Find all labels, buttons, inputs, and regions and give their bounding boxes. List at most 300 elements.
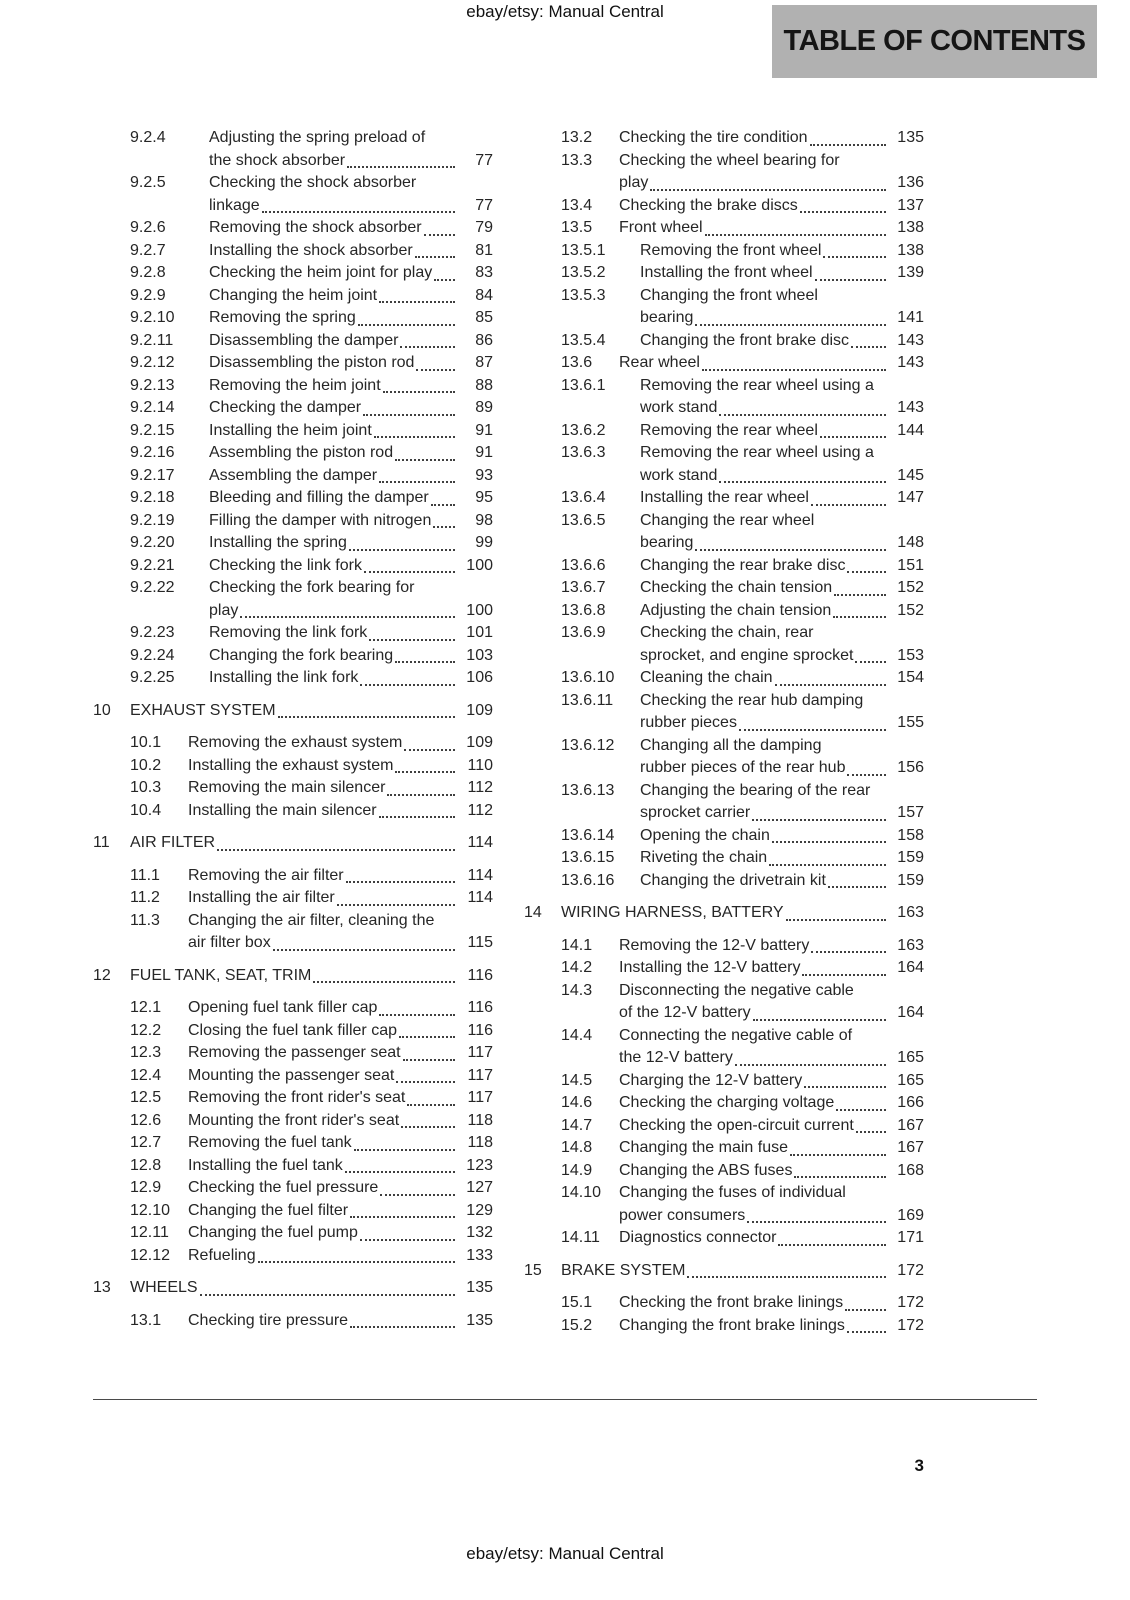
toc-entry-body [209, 352, 493, 375]
dot-leader [377, 800, 460, 823]
dot-leader [788, 1137, 891, 1160]
toc-entry-last-line [640, 487, 924, 510]
toc-entry-page: 117 [467, 1066, 493, 1084]
toc-entry-page: 77 [475, 151, 493, 169]
toc-entry [93, 555, 493, 578]
toc-entry-number: 13.5.3 [561, 286, 606, 304]
dot-leader [821, 240, 891, 263]
toc-entry-last-line [188, 777, 493, 800]
toc-entry [93, 1020, 493, 1043]
toc-entry-last-line [209, 667, 493, 690]
header-site-label: ebay/etsy: Manual Central [466, 2, 664, 21]
toc-entry-page: 167 [897, 1139, 924, 1156]
toc-entry-page: 135 [897, 129, 924, 146]
toc-entry-title-line: Checking the wheel bearing for [619, 151, 840, 169]
toc-entry-title: BRAKE SYSTEM [561, 1261, 686, 1279]
toc-entry-title: Front wheel [619, 219, 703, 236]
toc-entry-last-line [188, 1155, 493, 1178]
toc-entry-page: 117 [467, 1044, 493, 1061]
toc-entry-number: 11.1 [130, 866, 160, 884]
toc-entry-last-line [209, 307, 493, 330]
toc-entry-body [561, 902, 924, 925]
toc-entry-title: Removing the front wheel [640, 241, 822, 259]
toc-entry-title: Changing the front brake disc [640, 331, 850, 349]
toc-banner [772, 5, 1097, 78]
toc-entry-last-line [209, 600, 493, 623]
toc-entry-page: 172 [897, 1294, 924, 1311]
toc-entry [524, 127, 924, 150]
toc-entry [93, 1310, 493, 1333]
toc-entry-title: Removing the front rider's seat [188, 1089, 406, 1106]
toc-entry-body [188, 777, 493, 800]
toc-entry-number: 13.6.7 [561, 579, 606, 596]
toc-entry [93, 1222, 493, 1245]
toc-entry-body [209, 330, 493, 353]
toc-entry-number: 13.6 [561, 354, 593, 371]
toc-entry-title: play [619, 174, 649, 191]
toc-entry-number: 14.7 [561, 1116, 593, 1134]
toc-column-right [524, 127, 924, 1337]
toc-entry-number: 9.2.10 [130, 309, 175, 326]
toc-entry-last-line [209, 532, 493, 555]
toc-entry-body [619, 1025, 924, 1070]
toc-entry-body [640, 555, 924, 578]
toc-entry-last-line [619, 957, 924, 980]
toc-entry-page: 139 [897, 264, 924, 281]
toc-entry-body [640, 442, 924, 487]
toc-entry-number: 13.6.4 [561, 489, 606, 506]
toc-entry-title-line: Connecting the negative cable of [619, 1026, 853, 1044]
toc-entry [93, 307, 493, 330]
toc-entry-page: 109 [466, 734, 493, 751]
dot-leader [271, 932, 460, 955]
toc-entry-title: Checking the charging voltage [619, 1094, 835, 1111]
toc-entry-number: 12.12 [130, 1246, 171, 1264]
toc-entry-page: 168 [897, 1161, 924, 1179]
toc-entry [93, 832, 493, 855]
dot-leader [767, 847, 891, 870]
toc-entry-page: 138 [897, 219, 924, 236]
toc-entry [524, 1160, 924, 1183]
toc-entry-body [209, 127, 493, 172]
toc-entry-body [640, 330, 924, 353]
toc-entry-page: 143 [897, 354, 924, 371]
toc-entry-body [619, 935, 924, 958]
dot-leader [832, 577, 891, 600]
dot-leader [685, 1260, 891, 1283]
toc-entry-title: Bleeding and filling the damper [209, 489, 429, 506]
toc-entry-number: 12.9 [130, 1179, 162, 1196]
toc-entry-body [619, 1137, 924, 1160]
dot-leader [381, 375, 460, 398]
toc-entry-page: 143 [897, 399, 924, 416]
toc-entry-page: 136 [897, 174, 924, 191]
toc-entry-page: 98 [475, 511, 493, 529]
toc-entry-page: 158 [897, 826, 924, 844]
toc-entry [93, 1065, 493, 1088]
toc-entry-number: 13.5.1 [561, 241, 606, 259]
dot-leader [831, 600, 891, 623]
toc-entry-page: 166 [897, 1094, 924, 1111]
toc-entry-page: 112 [467, 801, 493, 819]
toc-entry-last-line [640, 757, 924, 780]
toc-entry-title: Checking the tire condition [619, 129, 808, 146]
toc-entry-number: 14.11 [561, 1229, 600, 1246]
toc-entry-title-line: Removing the rear wheel using a [640, 444, 874, 461]
toc-entry-number: 12.10 [130, 1201, 171, 1219]
toc-entry-title: Installing the link fork [209, 669, 359, 686]
toc-entry-body [209, 465, 493, 488]
toc-entry-last-line [130, 1277, 493, 1300]
dot-leader [750, 802, 891, 825]
toc-entry-page: 114 [467, 866, 493, 884]
toc-entry-body [619, 980, 924, 1025]
toc-entry-body [188, 997, 493, 1020]
toc-entry-page: 137 [897, 196, 924, 214]
toc-entry-number: 12.7 [130, 1134, 162, 1151]
toc-entry-last-line [188, 755, 493, 778]
toc-entry [93, 865, 493, 888]
toc-entry-title: Refueling [188, 1246, 256, 1264]
toc-entry-title: Installing the 12-V battery [619, 959, 801, 976]
toc-entry-number: 14.5 [561, 1071, 593, 1089]
dot-leader [802, 1070, 891, 1093]
toc-entry-title-line: Checking the fork bearing for [209, 579, 415, 596]
toc-entry [93, 442, 493, 465]
dot-leader [429, 487, 460, 510]
toc-entry-last-line [209, 150, 493, 173]
toc-entry-last-line [188, 1042, 493, 1065]
toc-entry-title-line: Checking the chain, rear [640, 624, 814, 641]
toc-entry-page: 106 [466, 669, 493, 686]
toc-entry-page: 165 [897, 1071, 924, 1089]
toc-entry-title: Installing the shock absorber [209, 241, 413, 259]
dot-leader [751, 1002, 891, 1025]
toc-entry-last-line [209, 622, 493, 645]
toc-entry-last-line [640, 870, 924, 893]
toc-entry-number: 14 [524, 904, 542, 921]
toc-entry-title: Installing the spring [209, 534, 347, 551]
dot-leader [693, 307, 891, 330]
toc-entry-page: 95 [475, 489, 493, 506]
dot-leader [703, 217, 891, 240]
toc-entry [93, 330, 493, 353]
dot-leader [733, 1047, 891, 1070]
toc-entry-last-line [619, 935, 924, 958]
toc-entry-body [209, 510, 493, 533]
toc-entry-title: Assembling the piston rod [209, 444, 394, 461]
toc-entry [524, 1137, 924, 1160]
toc-entry-page: 167 [897, 1116, 924, 1134]
toc-entry-body [640, 780, 924, 825]
toc-entry [93, 622, 493, 645]
toc-entry-number: 9.2.11 [130, 331, 174, 349]
toc-entry-title: Changing the front brake linings [619, 1316, 845, 1334]
toc-entry-title: Checking the chain tension [640, 579, 833, 596]
dot-leader [717, 465, 891, 488]
toc-entry-page: 116 [467, 1021, 493, 1039]
footer-divider [93, 1399, 1037, 1400]
toc-entry-title-line: Checking the rear hub damping [640, 691, 864, 709]
toc-entry-number: 12.1 [130, 999, 162, 1016]
toc-entry-title: Checking the heim joint for play [209, 264, 433, 281]
toc-entry-number: 15.1 [561, 1294, 593, 1311]
toc-entry-number: 12.3 [130, 1044, 162, 1061]
toc-entry-body [209, 645, 493, 668]
toc-entry-page: 127 [466, 1179, 493, 1196]
toc-entry-body [561, 1260, 924, 1283]
toc-entry [524, 510, 924, 555]
toc-entry-title: Removing the spring [209, 309, 356, 326]
toc-entry-page: 83 [475, 264, 493, 281]
toc-entry-body [619, 195, 924, 218]
toc-entry-body [640, 240, 924, 263]
dot-leader [344, 865, 460, 888]
toc-entry-title: Installing the air filter [188, 889, 335, 906]
toc-entry-last-line [640, 577, 924, 600]
toc-entry-body [640, 735, 924, 780]
toc-entry-page: 132 [466, 1224, 493, 1241]
toc-entry-body [209, 172, 493, 217]
toc-entry [93, 397, 493, 420]
toc-entry-last-line [561, 902, 924, 925]
toc-entry-number: 10.4 [130, 801, 162, 819]
toc-entry-title: Changing the drivetrain kit [640, 871, 826, 889]
dot-leader [348, 1310, 460, 1333]
toc-entry-number: 12.11 [130, 1224, 169, 1241]
toc-entry [524, 1070, 924, 1093]
toc-entry-body [640, 285, 924, 330]
toc-entry-last-line [619, 1205, 924, 1228]
toc-entry-number: 9.2.4 [130, 129, 166, 146]
toc-entry-body [188, 1065, 493, 1088]
toc-entry-last-line [619, 1227, 924, 1250]
toc-entry-body [209, 285, 493, 308]
dot-leader [431, 510, 460, 533]
toc-entry-last-line [188, 997, 493, 1020]
dot-leader [361, 397, 460, 420]
toc-entry-title-line: Changing the fuses of individual [619, 1184, 846, 1201]
toc-entry-page: 145 [897, 466, 924, 484]
toc-entry-page: 103 [466, 646, 493, 664]
toc-entry-number: 9.2.13 [130, 376, 175, 394]
page-number: 3 [914, 1456, 924, 1475]
dot-leader [717, 397, 891, 420]
toc-entry-number: 11.2 [130, 889, 160, 906]
toc-entry [524, 847, 924, 870]
toc-entry-last-line [619, 1047, 924, 1070]
toc-entry-title: Removing the rear wheel [640, 421, 818, 439]
dot-leader [311, 965, 460, 988]
toc-entry-title: Installing the fuel tank [188, 1156, 343, 1174]
toc-entry-last-line [640, 600, 924, 623]
toc-entry-last-line [188, 732, 493, 755]
toc-entry-title: work stand [640, 399, 718, 416]
dot-leader [394, 1065, 460, 1088]
toc-entry-body [619, 127, 924, 150]
toc-entry-last-line [619, 217, 924, 240]
toc-entry-page: 100 [466, 556, 493, 574]
toc-entry-body [640, 375, 924, 420]
toc-entry-number: 14.9 [561, 1161, 593, 1179]
toc-entry-last-line [619, 172, 924, 195]
toc-entry-title: AIR FILTER [130, 834, 216, 851]
toc-entry-title: Cleaning the chain [640, 669, 773, 686]
toc-entry-page: 164 [897, 1004, 924, 1021]
toc-entry-title: Changing the fork bearing [209, 646, 394, 664]
toc-entry-number: 13.6.12 [561, 736, 615, 754]
toc-entry-number: 13.6.15 [561, 849, 615, 866]
toc-entry-page: 110 [467, 756, 493, 774]
toc-entry [524, 420, 924, 443]
toc-entry-page: 114 [467, 834, 493, 851]
dot-leader [854, 1115, 891, 1138]
dot-leader [372, 420, 460, 443]
toc-entry-number: 14.3 [561, 981, 593, 999]
dot-leader [808, 127, 891, 150]
toc-entry-body [188, 1222, 493, 1245]
toc-entry-number: 9.2.9 [130, 286, 166, 304]
dot-leader [367, 622, 460, 645]
toc-entry-last-line [209, 442, 493, 465]
toc-entry-body [619, 1160, 924, 1183]
toc-entry-last-line [188, 800, 493, 823]
toc-entry-last-line [188, 1177, 493, 1200]
toc-entry-last-line [188, 1222, 493, 1245]
toc-entry-page: 86 [475, 331, 493, 349]
toc-entry [93, 285, 493, 308]
toc-entry-body [640, 622, 924, 667]
dot-leader [853, 645, 891, 668]
dot-leader [377, 465, 460, 488]
dot-leader [377, 285, 460, 308]
toc-entry-number: 9.2.16 [130, 444, 175, 461]
toc-entry-title: Installing the main silencer [188, 801, 377, 819]
toc-entry-number: 13.2 [561, 129, 593, 146]
toc-entry-title: Changing the rear brake disc [640, 556, 846, 574]
toc-entry-page: 91 [475, 421, 493, 439]
toc-entry-number: 9.2.18 [130, 489, 175, 506]
toc-entry-body [619, 1182, 924, 1227]
toc-entry-page: 151 [897, 556, 924, 574]
dot-leader [397, 1020, 460, 1043]
toc-entry-number: 9.2.19 [130, 511, 175, 529]
toc-entry-body [619, 352, 924, 375]
toc-entry-page: 133 [466, 1246, 493, 1264]
toc-entry-number: 14.6 [561, 1094, 593, 1111]
toc-entry [93, 127, 493, 172]
toc-entry-body [619, 150, 924, 195]
toc-entry-body [209, 622, 493, 645]
toc-entry-last-line [640, 465, 924, 488]
dot-leader [358, 1222, 460, 1245]
toc-entry-title: work stand [640, 466, 718, 484]
footer-site-label: ebay/etsy: Manual Central [466, 1544, 664, 1563]
toc-entry-title-line: Adjusting the spring preload of [209, 129, 426, 146]
toc-entry-number: 9.2.20 [130, 534, 175, 551]
toc-entry [524, 375, 924, 420]
toc-entry [93, 1177, 493, 1200]
toc-entry [524, 825, 924, 848]
toc-entry-number: 11 [93, 834, 110, 851]
toc-entry-last-line [640, 847, 924, 870]
toc-entry-last-line [209, 465, 493, 488]
toc-entry-body [188, 1042, 493, 1065]
toc-entry-last-line [188, 865, 493, 888]
toc-entry-title: Removing the fuel tank [188, 1134, 352, 1151]
toc-entry-number: 14.8 [561, 1139, 593, 1156]
toc-entry [524, 957, 924, 980]
dot-leader [399, 1110, 460, 1133]
toc-entry-last-line [188, 1310, 493, 1333]
toc-entry [93, 1132, 493, 1155]
toc-entry-body [209, 375, 493, 398]
toc-entry [524, 622, 924, 667]
toc-entry-number: 9.2.5 [130, 174, 166, 191]
toc-entry-body [619, 1292, 924, 1315]
toc-entry-number: 13.6.14 [561, 826, 615, 844]
toc-entry-number: 13.5 [561, 219, 593, 236]
toc-entry-last-line [640, 712, 924, 735]
toc-entry-page: 159 [897, 849, 924, 866]
toc-entry-title: power consumers [619, 1206, 746, 1224]
toc-entry [524, 555, 924, 578]
toc-entry [93, 1200, 493, 1223]
toc-entry-body [619, 957, 924, 980]
toc-entry-page: 169 [897, 1206, 924, 1224]
toc-entry [93, 240, 493, 263]
dot-leader [845, 1315, 891, 1338]
dot-leader [809, 935, 891, 958]
toc-entry-page: 109 [466, 701, 493, 719]
toc-entry-number: 13.4 [561, 196, 593, 214]
toc-entry-last-line [640, 307, 924, 330]
dot-leader [260, 195, 460, 218]
toc-entry-body [188, 865, 493, 888]
toc-entry-title: bearing [640, 534, 694, 551]
dot-leader [356, 307, 460, 330]
toc-entry-page: 99 [475, 534, 493, 551]
toc-entry [524, 902, 924, 925]
toc-entry-last-line [640, 802, 924, 825]
toc-entry-last-line [619, 127, 924, 150]
toc-entry [93, 887, 493, 910]
toc-entry-last-line [640, 262, 924, 285]
dot-leader [798, 195, 891, 218]
dot-leader [402, 732, 460, 755]
toc-entry-page: 87 [475, 354, 493, 371]
toc-entry [524, 240, 924, 263]
dot-leader [845, 555, 891, 578]
toc-entry-title: Opening fuel tank filler cap [188, 999, 378, 1016]
toc-entry-body [209, 577, 493, 622]
toc-entry-title: Riveting the chain [640, 849, 768, 866]
toc-entry-page: 135 [466, 1311, 493, 1329]
dot-leader [347, 532, 460, 555]
toc-entry [524, 1292, 924, 1315]
dot-leader [343, 1155, 460, 1178]
toc-entry-page: 155 [897, 714, 924, 731]
toc-entry-last-line [619, 195, 924, 218]
toc-entry-title-line: Disconnecting the negative cable [619, 981, 854, 999]
toc-entry [93, 1245, 493, 1268]
toc-entry-title: Changing the ABS fuses [619, 1161, 793, 1179]
dot-leader [393, 645, 460, 668]
toc-entry-body [209, 667, 493, 690]
toc-entry-title: rubber pieces [640, 714, 737, 731]
toc-entry [93, 732, 493, 755]
toc-entry-last-line [130, 700, 493, 723]
